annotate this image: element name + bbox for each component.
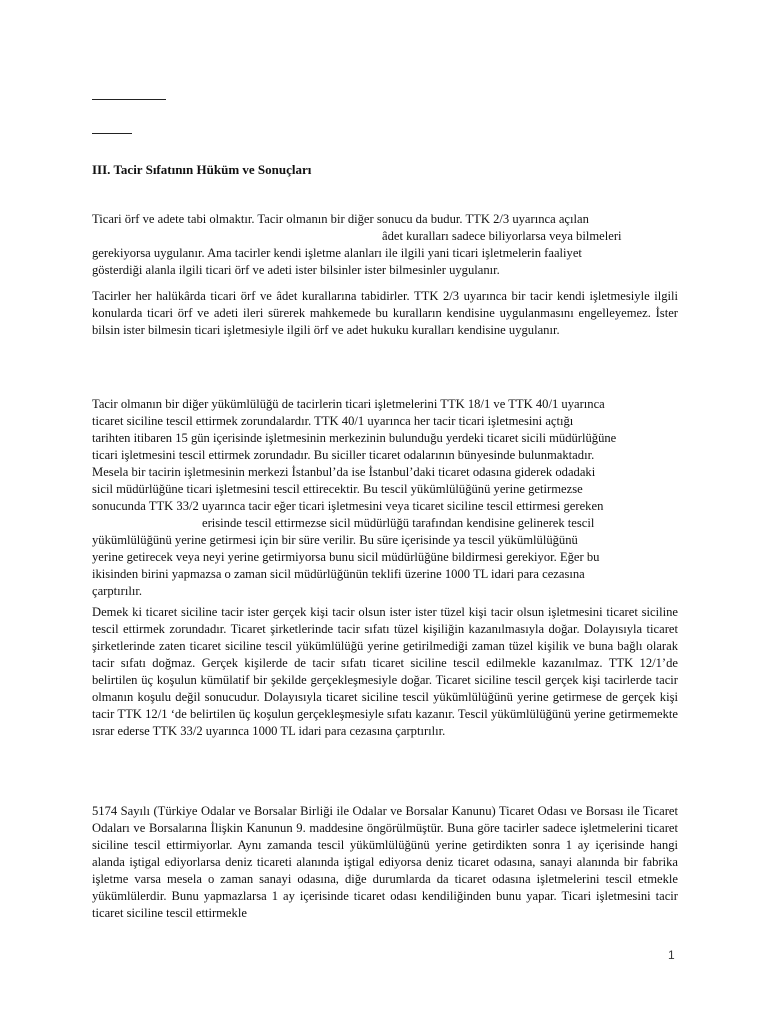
paragraph-3-line: çarptırılır. [92,584,143,598]
paragraph-1-line: âdet kuralları sadece biliyorlarsa veya bilmeleri [382,229,622,243]
paragraph-3-line: Tacir olmanın bir diğer yükümlülüğü de tacirlerin ticari işletmelerini TTK 18/1 ve TTK 40/1 uyarınca [92,397,605,411]
section-heading: III. Tacir Sıfatının Hüküm ve Sonuçları [92,162,312,177]
paragraph-3-line: ticaret siciline tescil ettirmek zorundalardır. TTK 40/1 uyarınca her tacir ticari işletmesini açtığı [92,414,574,428]
paragraph-3-line: yükümlülüğünü yerine getirmesi için bir süre verilir. Bu süre içerisinde ya tescil yükümlülüğünü [92,533,578,547]
paragraph-3-line: ticari işletmesini tescil ettirmek zorundadır. Bu siciller ticaret odalarının bünyesinde bulunmaktadır. [92,448,595,462]
paragraph-3-line: sicil müdürlüğüne ticari işletmesini tescil ettirecektir. Bu tescil yükümlülüğünü yerine getirmezse [92,482,583,496]
page-number: 1 [668,948,675,962]
paragraph-3 [92,396,678,600]
paragraph-3-line: erisinde tescil ettirmezse sicil müdürlüğü tarafından kendisine gelinerek tescil [202,516,595,530]
paragraph-3-line: tarihten itibaren 15 gün içerisinde işletmesinin merkezinin bulunduğu yerdeki ticaret sicili müdürlüğüne [92,431,617,445]
paragraph-3-line: Mesela bir tacirin işletmesinin merkezi İstanbul’da ise İstanbul’daki ticaret odasına giderek odadaki [92,465,596,479]
paragraph-1 [92,211,678,279]
paragraph-3-line: yerine getirecek veya neyi yerine getirmiyorsa bunu sicil müdürlüğüne bildirmesi gerekiyor. Eğer bu [92,550,600,564]
paragraph-2: Tacirler her halükârda ticari örf ve âdet kurallarına tabidirler. TTK 2/3 uyarınca bir tacir kendi işletmesiyle ilgili konularda ticari örf ve adeti ileri sürerek mahkemede bu kuralların kendisine uygulanmasını engelleyemez. İster bilsin ister bilmesin ticari işletmesiyle ilgili örf ve adet hukuku kuralları kendisine uygulanır. [92,289,678,337]
footnote-separator-line [92,99,166,100]
paragraph-1-line: gösterdiği alanla ilgili ticari örf ve adeti ister bilsinler ister bilmesinler uygulanır. [92,263,500,277]
paragraph-3-line: sonucunda TTK 33/2 uyarınca tacir eğer ticari işletmesini veya ticaret siciline tescil ettirmesi gereken [92,499,604,513]
paragraph-5: 5174 Sayılı (Türkiye Odalar ve Borsalar Birliği ile Odalar ve Borsalar Kanunu) Ticaret Odası ve Borsası ile Ticaret Odaları ve Borsalarına İlişkin Kanunun 9. maddesine öngörülmüştür. Buna göre tacirler sadece işletmelerini ticaret siciline tescil ettirmiyorlar. Aynı zamanda tescil yükümlülüğünü yerine getirdikten sonra 1 ay içerisinde hangi alanda iştigal ediyorlarsa deniz ticareti alanında iştigal ediyorsa deniz ticaret odasına, sanayi alanında bir fabrika işletme varsa mesela o zaman sanayi odasına, diğe durumlarda da ticaret odasına işletmelerini tescil etmekle yükümlülerdir. Bunu yapmazlarsa 1 ay içerisinde ticaret odası kendiliğinden bunu yapar. Ticari işletmesini tacir ticaret siciline tescil ettirmekle [92,804,678,920]
short-separator-line [92,133,132,134]
paragraph-3-line: ikisinden birini yapmazsa o zaman sicil müdürlüğünün teklifi üzerine 1000 TL idari para cezasına [92,567,585,581]
paragraph-1-line: Ticari örf ve adete tabi olmaktır. Tacir olmanın bir diğer sonucu da budur. TTK 2/3 uyarınca açılan [92,212,589,226]
paragraph-1-line: gerekiyorsa uygulanır. Ama tacirler kendi işletme alanları ile ilgili yani ticari işletmelerin faaliyet [92,246,582,260]
paragraph-4: Demek ki ticaret siciline tacir ister gerçek kişi tacir olsun ister ister tüzel kişi tacir olsun işletmesini ticaret siciline tescil ettirmek zorundadır. Ticaret şirketlerinde tacir sıfatı tüzel kişiliğin kazanılmasıyla doğar. Dolayısıyla ticaret şirketlerinde zaten ticaret siciline tescil yükümlülüğü yerine getirilmediği zaman tüzel kişilik ve buna bağlı olarak tacir sıfatı doğmaz. Gerçek kişilerde de tacir sıfatı ticaret siciline tescil edilmekle kazanılmaz. TTK 12/1’de belirtilen üç koşulun kümülatif bir şekilde gerçekleşmesiyle doğar. Ticaret siciline tescil gerçek kişi tacirlerde tacir olmanın koşulu değil sonucudur. Dolayısıyla ticaret siciline tescil yükümlülüğünü yerine getirmese de gerçek kişi tacir TTK 12/1 ‘de belirtilen üç koşulun gerçekleşmesiyle sıfatı kazanır. Tescil yükümlülüğünü yerine getirmemekte ısrar ederse TTK 33/2 uyarınca 1000 TL idari para cezasına çarptırılır. [92,605,678,738]
